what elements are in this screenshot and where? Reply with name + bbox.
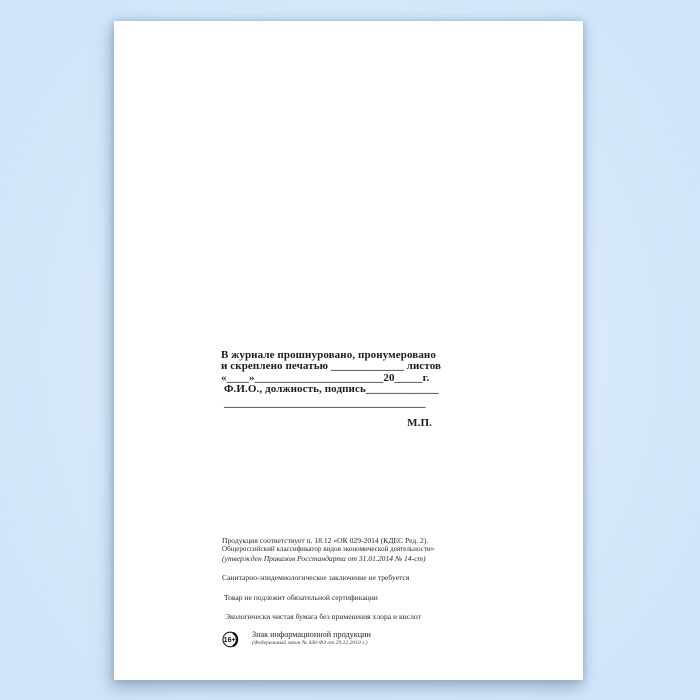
binding-line-2: и скреплено печатью _____________ листов [221,360,442,373]
sanitary-statement: Санитарно-эпидемиологическое заключение не требуется [222,573,410,582]
binding-line-5-signature-rule: ____________________________________ [224,396,426,409]
certification-statement: Товар не подлежит обязательной сертификации [224,593,378,602]
age-mark-title: Знак информационной продукции [252,630,371,639]
binding-line-4-fio: Ф.И.О., должность, подпись_____________ [224,383,439,396]
seal-place-abbr: М.П. [407,417,432,430]
compliance-line-1: Продукция соответствует п. 18.12 «ОК 029-2014 (КДЕС Ред. 2). [222,536,429,545]
age-16plus-icon [222,631,239,648]
age-mark-texts [252,630,371,647]
footer-certification-block [222,536,452,648]
age-mark-row [222,630,452,648]
journal-back-page [114,21,583,680]
eco-statement: Экологически чистая бумага без применения хлора и кислот [225,612,421,621]
compliance-line-3: (утвержден Приказом Росстандарта от 31.01.2014 № 14-ст) [222,554,426,563]
svg-text:16+: 16+ [223,636,236,645]
binding-line-1: В журнале прошнуровано, пронумеровано [221,349,436,361]
age-mark-law-reference: (Федеральный закон № 436-ФЗ от 29.12.2010 г.) [252,639,368,646]
binding-certification-block [221,349,442,430]
compliance-line-2: Общероссийский классификатор видов экономической деятельности» [222,545,435,553]
binding-line-3-date: «____»_______________________20_____г. [221,371,430,384]
